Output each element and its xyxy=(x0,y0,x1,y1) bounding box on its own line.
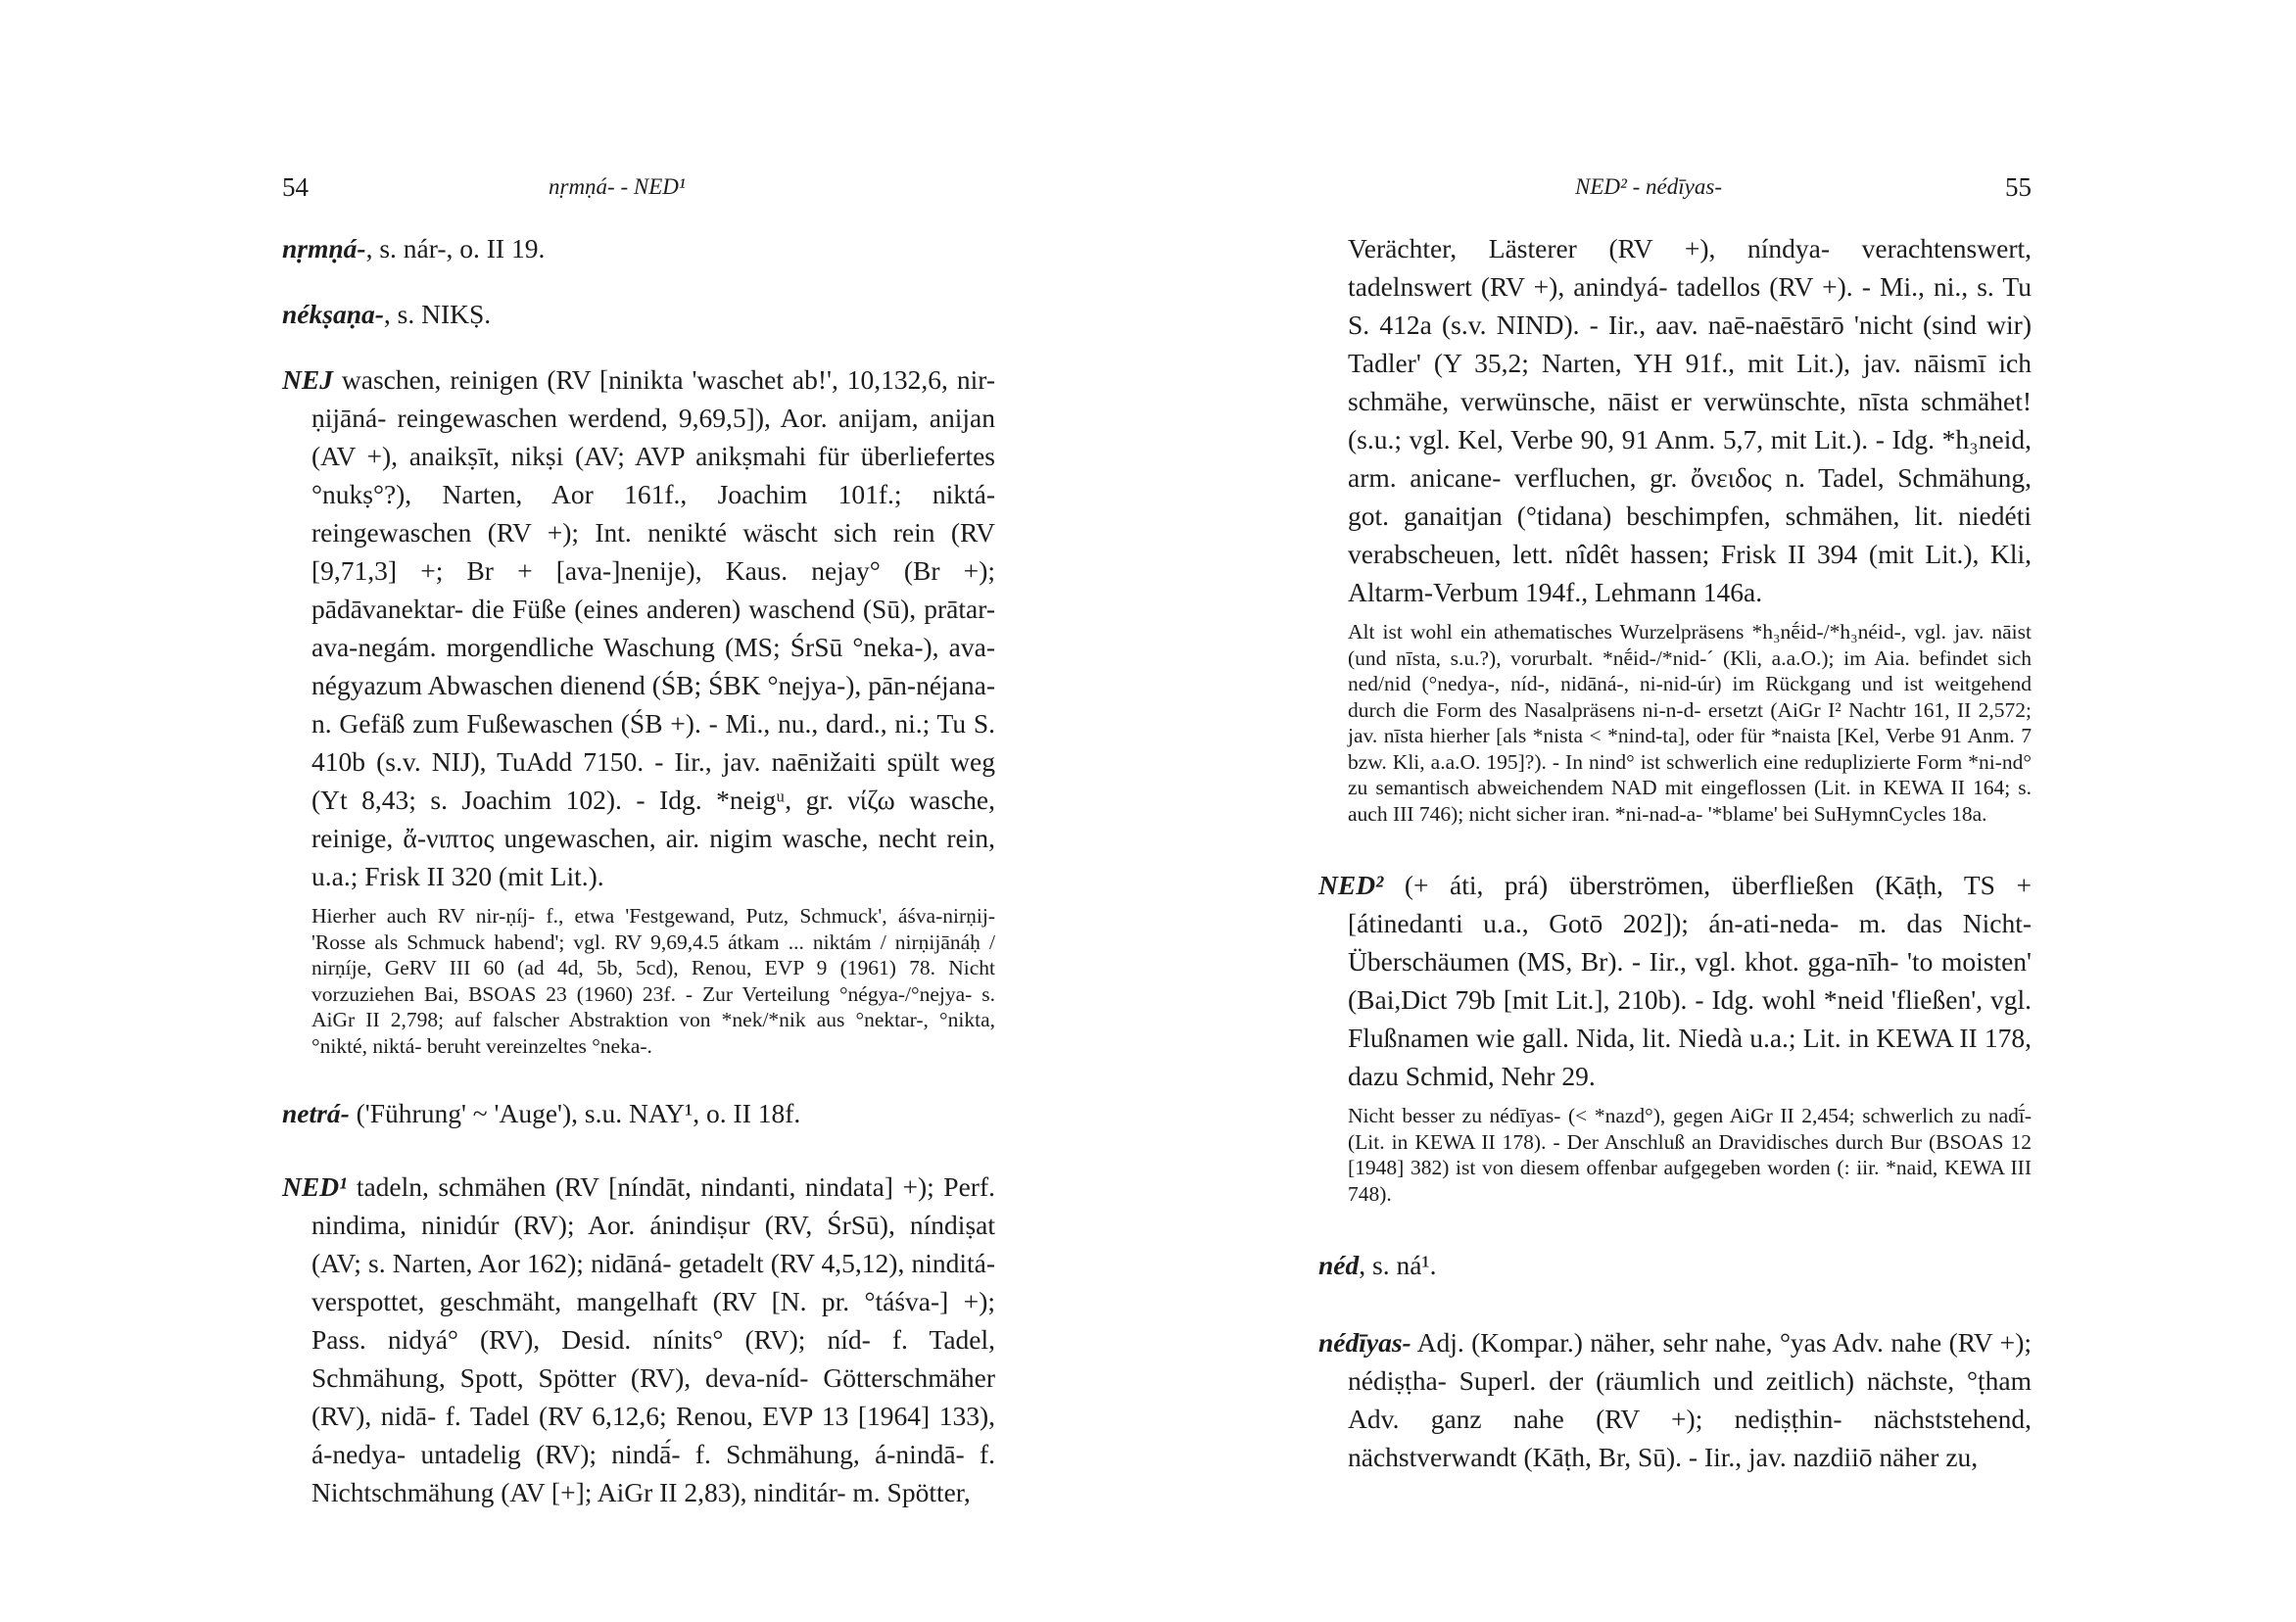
note-body: Nicht besser zu nédīyas- (< *nazd°), gegen AiGr II 2,454; schwerlich zu nadī́- (Lit. in KEWA II 178). - Der Anschluß an Dravidisches durch Bur (BSOAS 12 [1948] 382) ist von diesem offenbar aufgegeben worden (: iir. *naid, KEWA III 748). xyxy=(1348,1104,2032,1206)
note-nej xyxy=(282,903,995,1059)
entry-ned xyxy=(1318,1246,2032,1284)
entry-body: tadeln, schmähen (RV [níndāt, nindanti, nindata] +); Perf. nindima, ninidúr (RV); Aor. ánindiṣur (RV, ŚrSū), níndiṣat (AV; s. Narten, Aor 162); nidāná- getadelt (RV 4,5,12), ninditá- verspottet, geschmäht, mangelhaft (RV [N. pr. °táśva-] +); Pass. nidyá° (RV), Desid. nínits° (RV); níd- f. Tadel, Schmähung, Spott, Spötter (RV), deva-níd- Götterschmäher (RV), nidā- f. Tadel (RV 6,12,6; Renou, EVP 13 [1964] 133), á-nedya- untadelig (RV); nindā́- f. Schmähung, á-nindā- f. Nichtschmähung (AV [+]; AiGr II 2,83), ninditár- m. Spötter, xyxy=(311,1171,995,1507)
headword: nṛmṇá- xyxy=(282,233,366,263)
entry-netra xyxy=(282,1094,995,1132)
entry-body: , s. NIKṢ. xyxy=(383,299,492,329)
entry-ned1 xyxy=(282,1168,995,1511)
page-number-left: 54 xyxy=(282,172,309,202)
entry-nediyas xyxy=(1318,1323,2032,1476)
headword: nédīyas- xyxy=(1318,1327,1411,1358)
entry-body: , s. nár-, o. II 19. xyxy=(365,233,546,263)
entry-body: Verächter, Lästerer (RV +), níndya- verachtenswert, tadelnswert (RV +), anindyá- tadellos (RV +). - Mi., ni., s. Tu S. 412a (s.v. NIND). - Iir., aav. naē-naēstārō 'nicht (sind wir) Tadler' (Y 35,2; Narten, YH 91f., mit Lit.), jav. nāismī ich schmähe, verwünsche, nāist er verwünschte, nīsta schmähet! (s.u.; vgl. Kel, Verbe 90, 91 Anm. 5,7, mit Lit.). - Idg. *h₃neid, arm. anicane- verfluchen, gr. ὄνειδος n. Tadel, Schmähung, got. ganaitjan (°tidana) beschimpfen, schmähen, lit. niedéti verabscheuen, lett. nîdêt hassen; Frisk II 394 (mit Lit.), Kli, Altarm-Verbum 194f., Lehmann 146a. xyxy=(1348,233,2032,607)
headword: NEJ xyxy=(282,364,333,395)
note-body: Alt ist wohl ein athematisches Wurzelpräsens *h₃nḗid-/*h₃néid-, vgl. jav. nāist (und nīsta, s.u.?), vorurbalt. *nḗid-/*nid-´ (Kli, a.a.O.); im Aia. befindet sich ned/nid (°nedya-, níd-, nidāná-, ni-nid-úr) im Rückgang und ist weitgehend durch die Form des Nasalpräsens ni-n-d- ersetzt (AiGr I² Nachtr 161, II 2,572; jav. nīsta hierher [als *nista < *nind-ta], oder für *naista [Kel, Verbe 91 Anm. 7 bzw. Kli, a.a.O. 195]?). - In nind° ist schwerlich eine reduplizierte Form *ni-nd° zu semantisch abweichendem NAD mit eingeflossen (Lit. in KEWA II 164; s. auch III 746); nicht sicher iran. *ni-nad-a- '*blame' bei SuHymnCycles 18a. xyxy=(1348,620,2032,826)
headword: netrá- xyxy=(282,1098,350,1128)
entry-body: ('Führung' ~ 'Auge'), s.u. NAY¹, o. II 18f. xyxy=(349,1098,801,1128)
page-number-right: 55 xyxy=(2005,172,2032,202)
entry-nrmna xyxy=(282,229,995,267)
right-page-text xyxy=(1318,229,2032,1476)
headword: néd xyxy=(1318,1250,1360,1280)
note-body: Hierher auch RV nir-ṇíj- f., etwa 'Festgewand, Putz, Schmuck', áśva-nirṇij- 'Rosse als Schmuck habend'; vgl. RV 9,69,4.5 átkam ... niktám / nirṇijānáḥ / nirṇíje, GeRV III 60 (ad 4d, 5b, 5cd), Renou, EVP 9 (1961) 78. Nicht vorzuziehen Bai, BSOAS 23 (1960) 23f. - Zur Verteilung °négya-/°nejya- s. AiGr II 2,798; auf falscher Abstraktion von *nek/*nik aus °nektar-, °nikta, °nikté, niktá- beruht vereinzeltes °neka-. xyxy=(311,904,995,1058)
note-ned1 xyxy=(1318,619,2032,827)
running-title-right: NED² - nédīyas- xyxy=(1575,174,1722,199)
left-page-text xyxy=(282,229,995,1511)
running-head-left xyxy=(282,172,995,212)
running-title-left: nṛmṇá- - NED¹ xyxy=(549,174,686,199)
note-ned2 xyxy=(1318,1103,2032,1207)
entry-body: Adj. (Kompar.) näher, sehr nahe, °yas Adv. nahe (RV +); nédiṣṭha- Superl. der (räumlich und zeitlich) nächste, °ṭham Adv. ganz nahe (RV +); nediṣṭhin- nächststehend, nächstverwandt (Kāṭh, Br, Sū). - Iir., jav. nazdiiō näher zu, xyxy=(1348,1327,2032,1472)
headword: nékṣaṇa- xyxy=(282,299,384,329)
running-head-right xyxy=(1318,172,2032,212)
entry-nej xyxy=(282,360,995,895)
headword: NED¹ xyxy=(282,1171,348,1202)
headword: NED² xyxy=(1318,870,1384,900)
entry-ned1-continued xyxy=(1318,229,2032,611)
entry-neksana xyxy=(282,295,995,333)
entry-body: , s. ná¹. xyxy=(1359,1250,1437,1280)
entry-body: waschen, reinigen (RV [ninikta 'waschet ab!', 10,132,6, nir-ṇijāná- reingewaschen werdend, 9,69,5]), Aor. anijam, anijan (AV +), anaikṣīt, nikṣi (AV; AVP anikṣmahi für überliefertes °nukṣ°?), Narten, Aor 161f., Joachim 101f.; niktá- reingewaschen (RV +); Int. nenikté wäscht sich rein (RV [9,71,3] +; Br + [ava-]nenije), Kaus. nejay° (Br +); pādāvanektar- die Füße (eines anderen) waschend (Sū), prātar-ava-negám. morgendliche Waschung (MS; ŚrSū °neka-), ava-négyazum Abwaschen dienend (ŚB; ŚBK °nejya-), pān-néjana- n. Gefäß zum Fußewaschen (ŚB +). - Mi., nu., dard., ni.; Tu S. 410b (s.v. NIJ), TuAdd 7150. - Iir., jav. naēnižaiti spült weg (Yt 8,43; s. Joachim 102). - Idg. *neigᵘ, gr. νίζω wasche, reinige, ἄ-νιπτος ungewaschen, air. nigim wasche, necht rein, u.a.; Frisk II 320 (mit Lit.). xyxy=(311,364,995,891)
entry-ned2 xyxy=(1318,866,2032,1095)
entry-body: (+ áti, prá) überströmen, überfließen (Kāṭh, TS + [átinedanti u.a., Gotō 202]); án-ati-neda- m. das Nicht-Überschäumen (MS, Br). - Iir., vgl. khot. gga-nīh- 'to moisten' (Bai,Dict 79b [mit Lit.], 210b). - Idg. wohl *neid 'fließen', vgl. Flußnamen wie gall. Nida, lit. Niedà u.a.; Lit. in KEWA II 178, dazu Schmid, Nehr 29. xyxy=(1348,870,2032,1091)
